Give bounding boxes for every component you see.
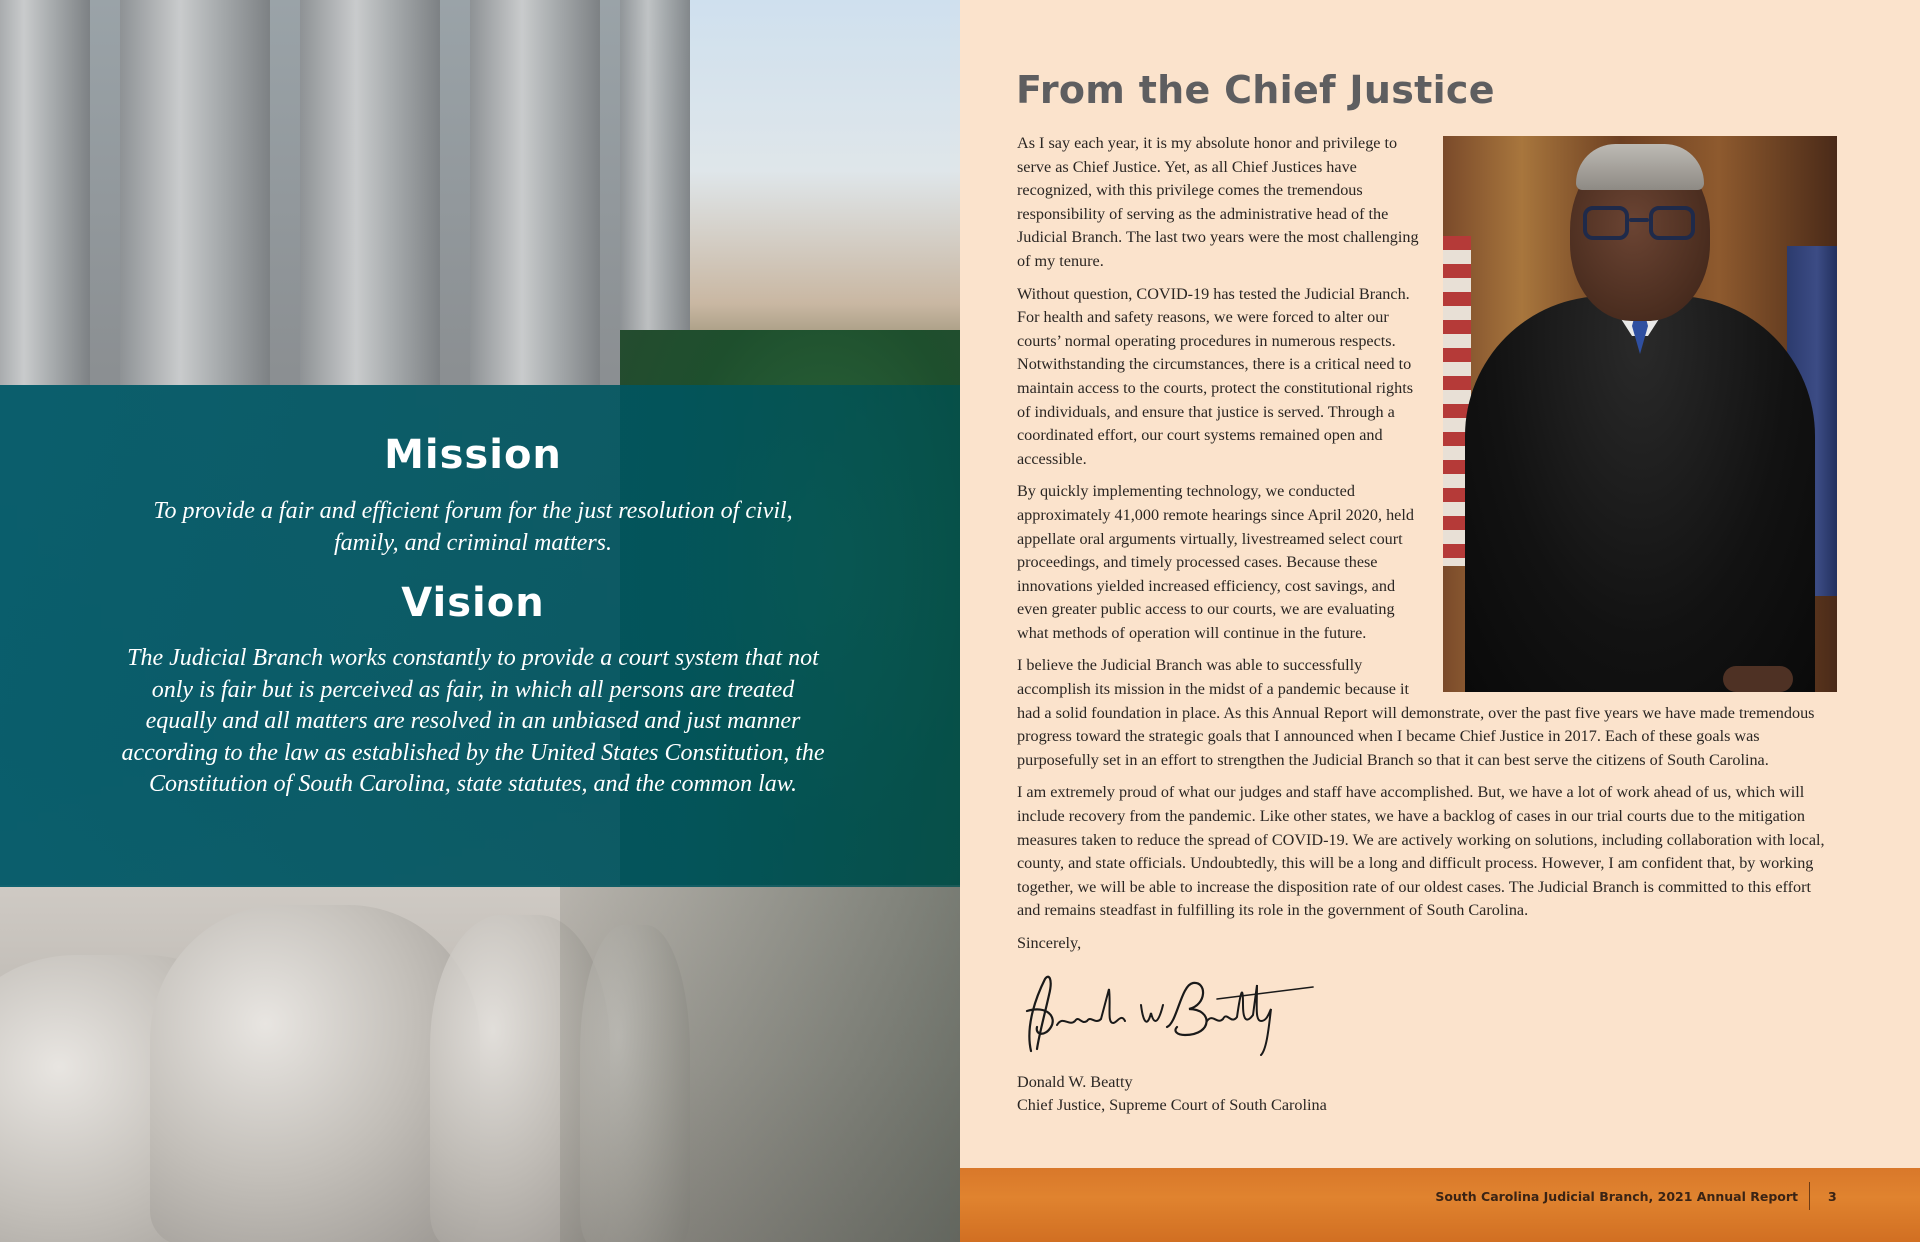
footer-band — [960, 1168, 1920, 1242]
footer-divider — [1809, 1182, 1810, 1210]
signer-title: Chief Justice, Supreme Court of South Carolina — [1017, 1096, 1327, 1115]
mission-heading: Mission — [384, 432, 562, 478]
mission-text: To provide a fair and efficient forum for the just resolution of civil, family, and criminal matters. — [153, 498, 793, 556]
closing-salutation: Sincerely, — [1017, 934, 1082, 952]
letter-paragraph: By quickly implementing technology, we conducted approximately 41,000 remote hearings since April 2020, held appellate oral arguments virtually, livestreamed select court proceedings, and timely processed cases. Because these innovations yielded increased efficiency, cost savings, and even greater public access to our courts, we are evaluating what methods of operation will continue in the future. — [1017, 482, 1414, 642]
letter-paragraph: Without question, COVID-19 has tested the Judicial Branch. For health and safety reasons, we were forced to alter our courts’ normal operating procedures in numerous respects. Notwithstanding the circumstances, there is a critical need to maintain access to the courts, protect the constitutional rights of individuals, and ensure that justice is served. Through a coordinated effort, our court systems remained open and accessible. — [1017, 284, 1414, 468]
page-number: 3 — [1828, 1189, 1837, 1204]
letter-paragraph: I believe the Judicial Branch was able to successfully accomplish its mission in the midst of a pandemic because it had a solid foundation in place. As this Annual Report will demonstrate, over the past five years we have made tremendous progress toward the strategic goals that I announced when I became Chief Justice in 2017. Each of these goals was purposefully set in an effort to strengthen the Judicial Branch so that it can best serve the citizens of South Carolina. — [1017, 656, 1815, 769]
chief-justice-letter — [1017, 132, 1837, 1118]
eyeglasses — [1583, 206, 1695, 242]
chief-justice-portrait — [1443, 136, 1837, 692]
footer-report-label: South Carolina Judicial Branch, 2021 Annual Report — [1435, 1189, 1798, 1204]
folded-hands — [1723, 666, 1793, 692]
signer-name: Donald W. Beatty — [1017, 1072, 1133, 1091]
signature-image — [1017, 965, 1317, 1059]
letter-paragraph: I am extremely proud of what our judges and staff have accomplished. But, we have a lot of work ahead of us, which will include recovery from the pandemic. Like other states, we have a backlog of cases in our trial courts due to the mitigation measures taken to reduce the spread of COVID-19. We are actively working on solutions, including collaboration with local, county, and state officials. Undoubtedly, this will be a long and difficult process. However, I am confident that, by working together, we will be able to increase the disposition rate of our oldest cases. The Judicial Branch is committed to this effort and remains steadfast in fulfilling its role in the government of South Carolina. — [1017, 783, 1825, 920]
vision-heading: Vision — [401, 580, 545, 626]
judicial-robe — [1465, 296, 1815, 692]
portrait-hair — [1576, 144, 1704, 190]
vision-text: The Judicial Branch works constantly to provide a court system that not only is fair but is perceived as fair, in which all persons are treated equally and all matters are resolved in an unbiased and just manner according to the law as established by the United States Constitution, the Constitution of South Carolina, state statutes, and the common law. — [121, 645, 825, 797]
page-title: From the Chief Justice — [1016, 68, 1495, 112]
letter-paragraph: As I say each year, it is my absolute honor and privilege to serve as Chief Justice. Yet, as all Chief Justices have recognized, with this privilege comes the tremendous responsibility of serving as the administrative head of the Judicial Branch. The last two years were the most challenging of my tenure. — [1017, 134, 1419, 270]
right-page — [960, 0, 1920, 1242]
